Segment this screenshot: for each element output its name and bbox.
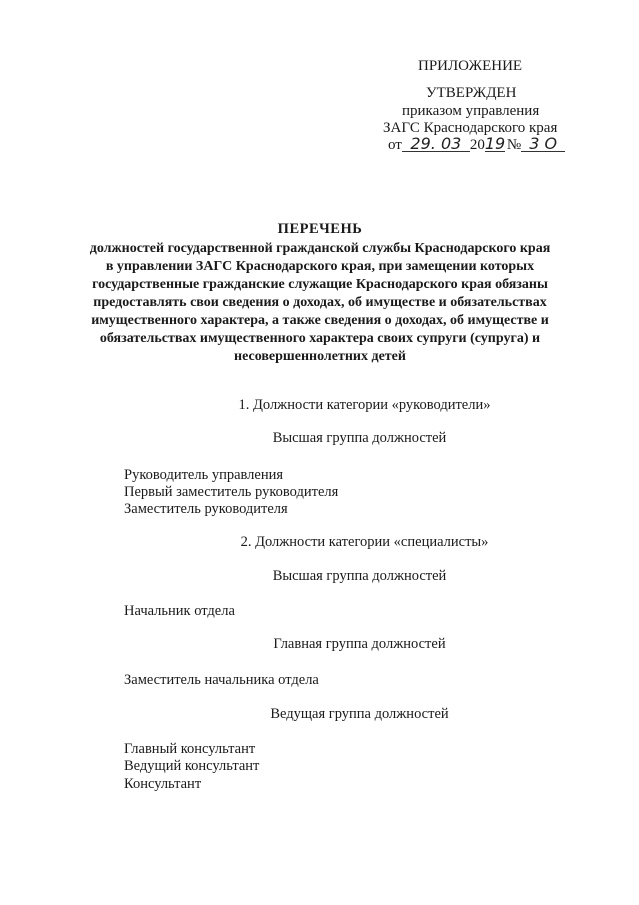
- number-sign: №: [506, 137, 522, 153]
- position-item: Главный консультант: [124, 741, 256, 757]
- position-item: Первый заместитель руководителя: [124, 484, 339, 500]
- appendix-label: ПРИЛОЖЕНИЕ: [418, 58, 523, 74]
- title-word: ПЕРЕЧЕНЬ: [277, 221, 363, 237]
- title-line: должностей государственной гражданской службы Краснодарского края: [89, 241, 551, 256]
- title-line: обязательствах имущественного характера своих супруги (супруга) и: [99, 331, 541, 346]
- document-title: [80, 220, 560, 366]
- position-item: Заместитель начальника отдела: [124, 672, 319, 688]
- year-prefix: 20: [469, 137, 485, 153]
- title-line: государственные гражданские служащие Краснодарского края обязаны: [92, 277, 548, 292]
- position-item: Ведущий консультант: [124, 758, 260, 774]
- position-item: Руководитель управления: [124, 467, 284, 483]
- position-item: Заместитель руководителя: [124, 501, 288, 517]
- group-heading-main: Главная группа должностей: [273, 636, 446, 652]
- group-heading-leading: Ведущая группа должностей: [270, 706, 449, 722]
- position-item: Консультант: [124, 776, 202, 792]
- title-line: имущественного характера, а также сведения о доходах, об имуществе и: [91, 313, 549, 328]
- section-heading-managers: 1. Должности категории «руководители»: [238, 397, 491, 413]
- approved-organization: ЗАГС Краснодарского края: [383, 120, 558, 136]
- title-line: в управлении ЗАГС Краснодарского края, при замещении которых: [105, 259, 535, 274]
- approved-label: УТВЕРЖДЕН: [426, 85, 517, 101]
- group-heading-highest: Высшая группа должностей: [272, 568, 447, 584]
- order-date-line: [388, 134, 565, 154]
- title-line: несовершеннолетних детей: [234, 349, 406, 364]
- order-date-value: 29. 03: [402, 137, 470, 152]
- order-year-value: 19: [484, 134, 506, 153]
- order-number-value: 3 О: [521, 137, 565, 152]
- approved-by-order: приказом управления: [402, 103, 540, 119]
- section-heading-specialists: 2. Должности категории «специалисты»: [240, 534, 489, 550]
- title-line: предоставлять свои сведения о доходах, об имуществе и обязательствах: [93, 295, 547, 310]
- date-prefix: от: [388, 137, 402, 153]
- group-heading-highest: Высшая группа должностей: [272, 430, 447, 446]
- position-item: Начальник отдела: [124, 603, 235, 619]
